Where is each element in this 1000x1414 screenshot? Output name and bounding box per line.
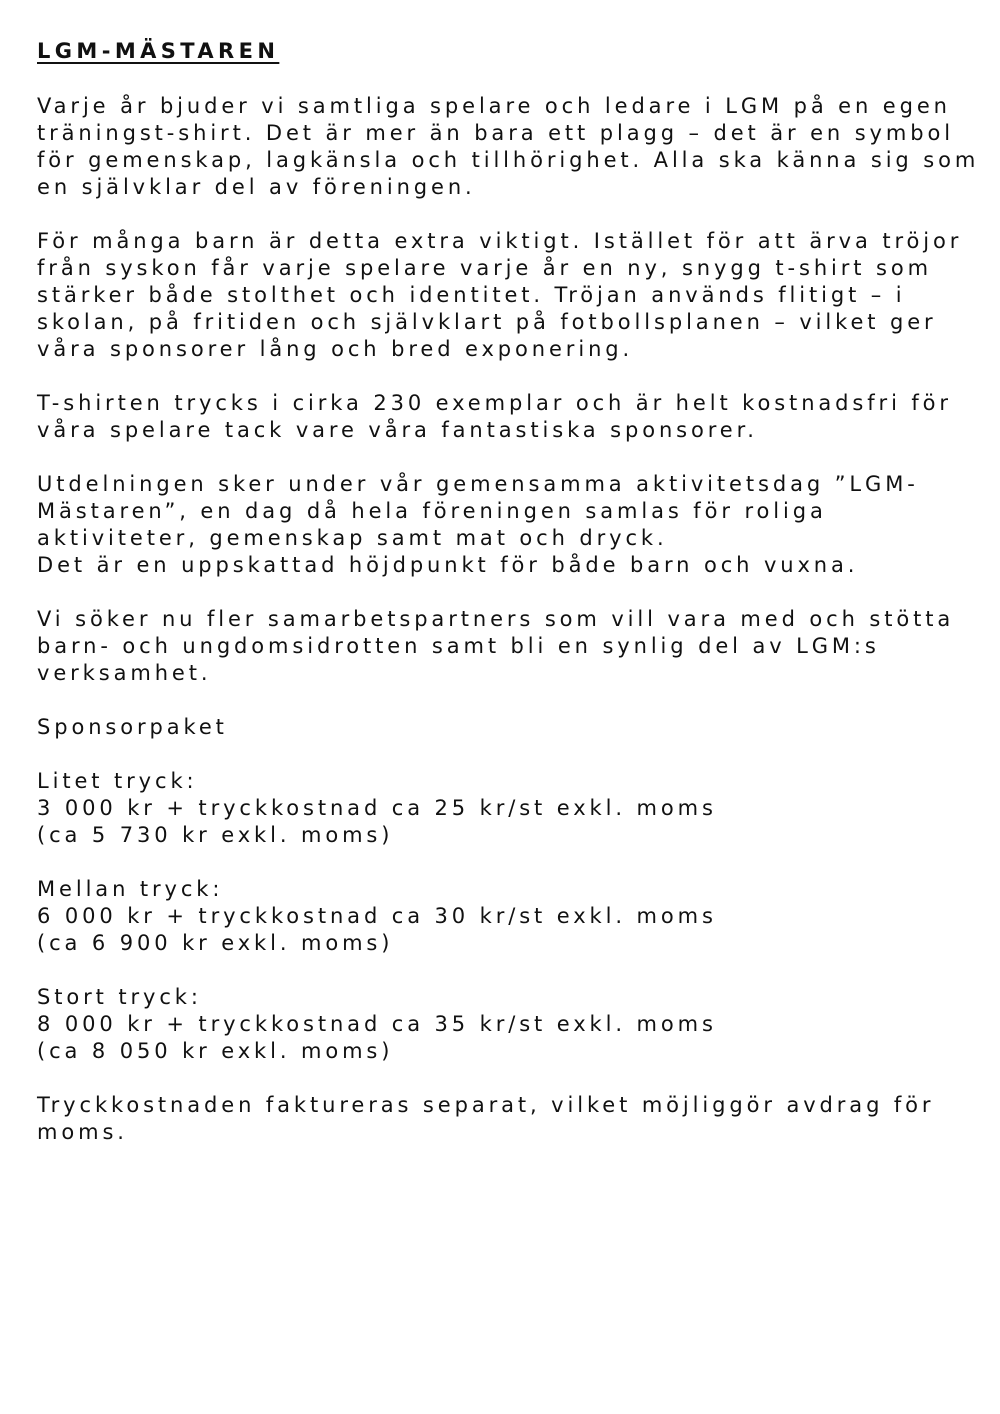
text-line: verksamhet. (37, 661, 212, 685)
text-line: skolan, på fritiden och självklart på fotbollsplanen – vilket ger (37, 310, 937, 334)
package-total: (ca 6 900 kr exkl. moms) (37, 931, 394, 955)
text-line: våra sponsorer lång och bred exponering. (37, 337, 634, 361)
text-line: träningst-shirt. Det är mer än bara ett plagg – det är en symbol (37, 121, 954, 145)
package-price: 3 000 kr + tryckkostnad ca 25 kr/st exkl. moms (37, 796, 717, 820)
document-page (37, 38, 987, 1173)
package-price: 6 000 kr + tryckkostnad ca 30 kr/st exkl. moms (37, 904, 717, 928)
text-line: moms. (37, 1120, 128, 1144)
package-price: 8 000 kr + tryckkostnad ca 35 kr/st exkl. moms (37, 1012, 717, 1036)
package-name: Litet tryck: (37, 769, 198, 793)
package-large (37, 984, 987, 1065)
text-line: barn- och ungdomsidrotten samt bli en synlig del av LGM:s (37, 634, 880, 658)
package-medium (37, 876, 987, 957)
paragraph-invoice-note (37, 1092, 987, 1146)
text-line: aktiviteter, gemenskap samt mat och dryck. (37, 526, 668, 550)
text-line: Vi söker nu fler samarbetspartners som vill vara med och stötta (37, 607, 955, 631)
package-total: (ca 5 730 kr exkl. moms) (37, 823, 394, 847)
paragraph-distribution (37, 471, 987, 579)
text-line: Varje år bjuder vi samtliga spelare och ledare i LGM på en egen (37, 94, 951, 118)
paragraph-children (37, 228, 987, 363)
package-name: Stort tryck: (37, 985, 202, 1009)
paragraph-print-run (37, 390, 987, 444)
paragraph-intro (37, 93, 987, 201)
section-heading-sponsorpaket (37, 714, 987, 741)
page-title: LGM-MÄSTAREN (37, 39, 280, 63)
text-line: Sponsorpaket (37, 715, 228, 739)
paragraph-partners (37, 606, 987, 687)
package-name: Mellan tryck: (37, 877, 224, 901)
package-small (37, 768, 987, 849)
text-line: stärker både stolthet och identitet. Tröjan används flitigt – i (37, 283, 906, 307)
package-total: (ca 8 050 kr exkl. moms) (37, 1039, 394, 1063)
text-line: För många barn är detta extra viktigt. Istället för att ärva tröjor (37, 229, 963, 253)
text-line: Det är en uppskattad höjdpunkt för både barn och vuxna. (37, 553, 859, 577)
text-line: en självklar del av föreningen. (37, 175, 476, 199)
text-line: för gemenskap, lagkänsla och tillhörighet. Alla ska känna sig som (37, 148, 980, 172)
text-line: T-shirten trycks i cirka 230 exemplar och är helt kostnadsfri för (37, 391, 952, 415)
text-line: Tryckkostnaden faktureras separat, vilket möjliggör avdrag för (37, 1093, 935, 1117)
text-line: från syskon får varje spelare varje år en ny, snygg t-shirt som (37, 256, 932, 280)
text-line: våra spelare tack vare våra fantastiska sponsorer. (37, 418, 758, 442)
text-line: Utdelningen sker under vår gemensamma aktivitetsdag ”LGM- (37, 472, 919, 496)
text-line: Mästaren”, en dag då hela föreningen samlas för roliga (37, 499, 827, 523)
